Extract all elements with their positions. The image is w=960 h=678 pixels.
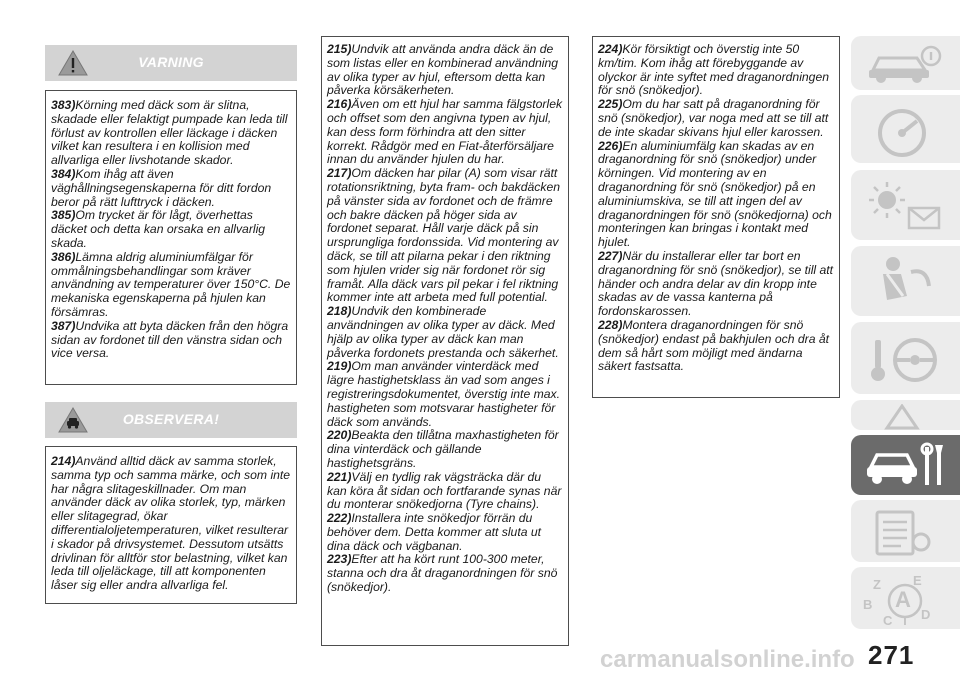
note-paragraph [327, 360, 563, 429]
note-text: Använd alltid däck av samma storlek, samma typ och samma märke, och som inte har några slitageskillnader. Om man använder däck av olika storlek, typ, märken eller slitagegrad, ökar differentialoljetemperaturen, vilket resulterar i skador på drivsystemet. Dessutom utsätts drivlinan för alltför stor belastning, vilket kan leda till oljeläckage, till att komponenten låser sig eller andra allvarliga fel. [51, 454, 291, 593]
note-text: Installera inte snökedjor förrän du behöver dem. Detta kommer att sluta ut dina däck och vägbanan. [327, 511, 542, 553]
svg-text:T: T [901, 613, 909, 628]
sidebar-tab-dashboard[interactable] [851, 95, 960, 163]
car-info-icon [857, 40, 947, 86]
note-paragraph [51, 455, 291, 593]
watermark: carmanualsonline.info [600, 646, 855, 673]
note-paragraph [327, 305, 563, 360]
note-text: En aluminiumfälg kan skadas av en draganordning för snö (snökedjor) under körningen. Vid montering av en draganordning för snö (snökedjor) på en aluminiumskiva, se till att ingen del av draganordningen för snö (snökedjorna) och monteringen kan bringas i kontakt med hjulet. [598, 138, 832, 250]
note-text: Undvik den kombinerade användningen av olika typer av däck. Med hjälp av olika typer av däck kan man påverka fordonets prestanda och säkerhet. [327, 304, 559, 360]
svg-text:C: C [883, 613, 893, 628]
key-steering-icon [857, 326, 947, 392]
note-paragraph [598, 319, 834, 374]
sidebar-tab-index[interactable] [851, 567, 960, 629]
note-paragraph [51, 209, 291, 250]
middle-column-box [321, 36, 569, 646]
note-text: Körning med däck som är slitna, skadade eller felaktigt pumpade kan leda till förlust av kontrollen eller läckage i däcken vilket kan resultera i en kollision med allvarliga eller livshotande skador. [51, 98, 288, 168]
note-text: Undvik att använda andra däck än de som listas eller en kombinerad användning av olika typer av hjul, eftersom detta kan påverka körsäkerheten. [327, 42, 559, 98]
note-paragraph [598, 98, 834, 139]
note-number: 217) [327, 166, 352, 181]
note-number: 216) [327, 97, 352, 112]
svg-text:Z: Z [873, 577, 881, 592]
note-number: 218) [327, 304, 352, 319]
note-number: 221) [327, 469, 352, 484]
note-number: 385) [51, 208, 76, 223]
note-paragraph [51, 251, 291, 320]
dashboard-lights-icon [857, 99, 947, 159]
warning-triangle-icon [857, 404, 947, 430]
note-number: 384) [51, 166, 76, 181]
note-number: 383) [51, 98, 76, 112]
note-number: 226) [598, 138, 623, 153]
sidebar-tab-emergency[interactable] [851, 400, 960, 430]
sidebar-tab-starting[interactable] [851, 322, 960, 394]
note-number: 387) [51, 318, 76, 333]
page-number: 271 [868, 640, 915, 670]
note-text: Kör försiktigt och överstig inte 50 km/tim. Kom ihåg att förebyggande av olyckor är inte syftet med draganordningen för snö (snökedjor). [598, 42, 830, 98]
sidebar-tab-specifications[interactable] [851, 500, 960, 562]
note-number: 224) [598, 42, 623, 56]
svg-text:D: D [921, 607, 931, 622]
warning-title: VARNING [138, 54, 204, 70]
notice-header [45, 402, 297, 438]
note-number: 222) [327, 511, 352, 526]
note-paragraph [327, 43, 563, 98]
car-tools-icon [857, 439, 953, 493]
note-paragraph [598, 43, 834, 98]
note-paragraph [327, 167, 563, 305]
safety-icon [857, 250, 947, 314]
lights-envelope-icon [857, 174, 953, 238]
note-paragraph [327, 553, 563, 594]
note-paragraph [598, 250, 834, 319]
sidebar-tab-lights[interactable] [851, 170, 960, 240]
note-paragraph [598, 140, 834, 250]
alphabetical-index-icon [857, 571, 947, 629]
sidebar-tab-car-info[interactable] [851, 36, 960, 90]
warning-box [45, 90, 297, 385]
note-text: Montera draganordningen för snö (snökedjor) endast på bakhjulen och dra åt dem så hårt som möjligt med ändarna säkert fastsatta. [598, 317, 830, 374]
note-number: 215) [327, 42, 352, 56]
note-paragraph [51, 168, 291, 209]
note-number: 214) [51, 454, 76, 468]
note-text: Om man använder vinterdäck med lägre hastighetsklass än vad som anges i registreringsdokumentet, överstig inte max. hastigheten som motsvarar hastigheter för däck som används. [327, 359, 561, 429]
note-paragraph [51, 99, 291, 168]
note-paragraph [327, 471, 563, 512]
note-paragraph [51, 320, 291, 361]
right-column-box [592, 36, 840, 398]
note-text: Även om ett hjul har samma fälgstorlek och offset som den angivna typen av hjul, kan dess form förhindra att den sitter korrekt. Rådgör med en Fiat-återförsäljare innan du använder hjulen du har. [327, 97, 563, 167]
note-text: Om du har satt på draganordning för snö (snökedjor), var noga med att se till att de inte skadar skivans hjul eller karossen. [598, 97, 829, 139]
note-text: Välj en tydlig rak vägsträcka där du kan köra åt sidan och fortfarande synas när du monterar snökedjorna (Tyre chains). [327, 469, 562, 512]
note-number: 228) [598, 317, 623, 332]
note-text: Efter att ha kört runt 100-300 meter, stanna och dra åt draganordningen för snö (snökedjor). [327, 552, 558, 595]
sidebar-tab-maintenance[interactable] [851, 435, 960, 495]
note-text: Undvika att byta däcken från den högra sidan av fordonet till den vänstra sidan och vice versa. [51, 318, 289, 361]
note-paragraph [327, 98, 563, 167]
note-number: 219) [327, 359, 352, 374]
note-number: 386) [51, 249, 76, 264]
note-text: När du installerar eller tar bort en draganordning för snö (snökedjor), se till att händer och andra delar av din kropp inte skadas av de vassa kanterna på fordonskarossen. [598, 248, 834, 319]
note-number: 220) [327, 428, 352, 443]
specifications-icon [857, 504, 947, 560]
note-number: 227) [598, 248, 623, 263]
note-paragraph [327, 429, 563, 470]
svg-text:E: E [913, 573, 922, 588]
note-text: Beakta den tillåtna maxhastigheten för dina vinterdäck och gällande hastighetsgräns. [327, 428, 559, 470]
warning-header [45, 45, 297, 81]
sidebar-tab-safety[interactable] [851, 246, 960, 316]
note-paragraph [327, 512, 563, 553]
notice-box [45, 446, 297, 604]
note-text: Om trycket är för lågt, överhettas däcket och detta kan orsaka en allvarlig skada. [51, 208, 266, 250]
note-number: 225) [598, 97, 623, 112]
note-number: 223) [327, 552, 352, 567]
notice-title: OBSERVERA! [122, 411, 220, 427]
note-text: Lämna aldrig aluminiumfälgar för ommålningsbehandlingar som kräver användning av temperaturer över 150°C. De mekaniska egenskaperna på hjulen kan försämras. [51, 249, 291, 319]
note-text: Om däcken har pilar (A) som visar rätt rotationsriktning, byta fram- och bakdäcken på vänster sida av fordonet och de främre och bakre däcken på höger sida av fordonet separat. Håll varje däck på sin ursprungliga fordonssida. Vid montering av däck, se till att pilarna pekar i den riktning som hjulen vrider sig när fordonet rör sig framåt. Alla däck vars pil pekar i fel riktning kommer inte att arbeta med full potential. [327, 166, 561, 305]
svg-text:A: A [895, 587, 911, 612]
svg-text:B: B [863, 597, 873, 612]
note-text: Kom ihåg att även väghållningsegenskaperna för ditt fordon beror på rätt lufttryck i däcken. [51, 166, 272, 209]
